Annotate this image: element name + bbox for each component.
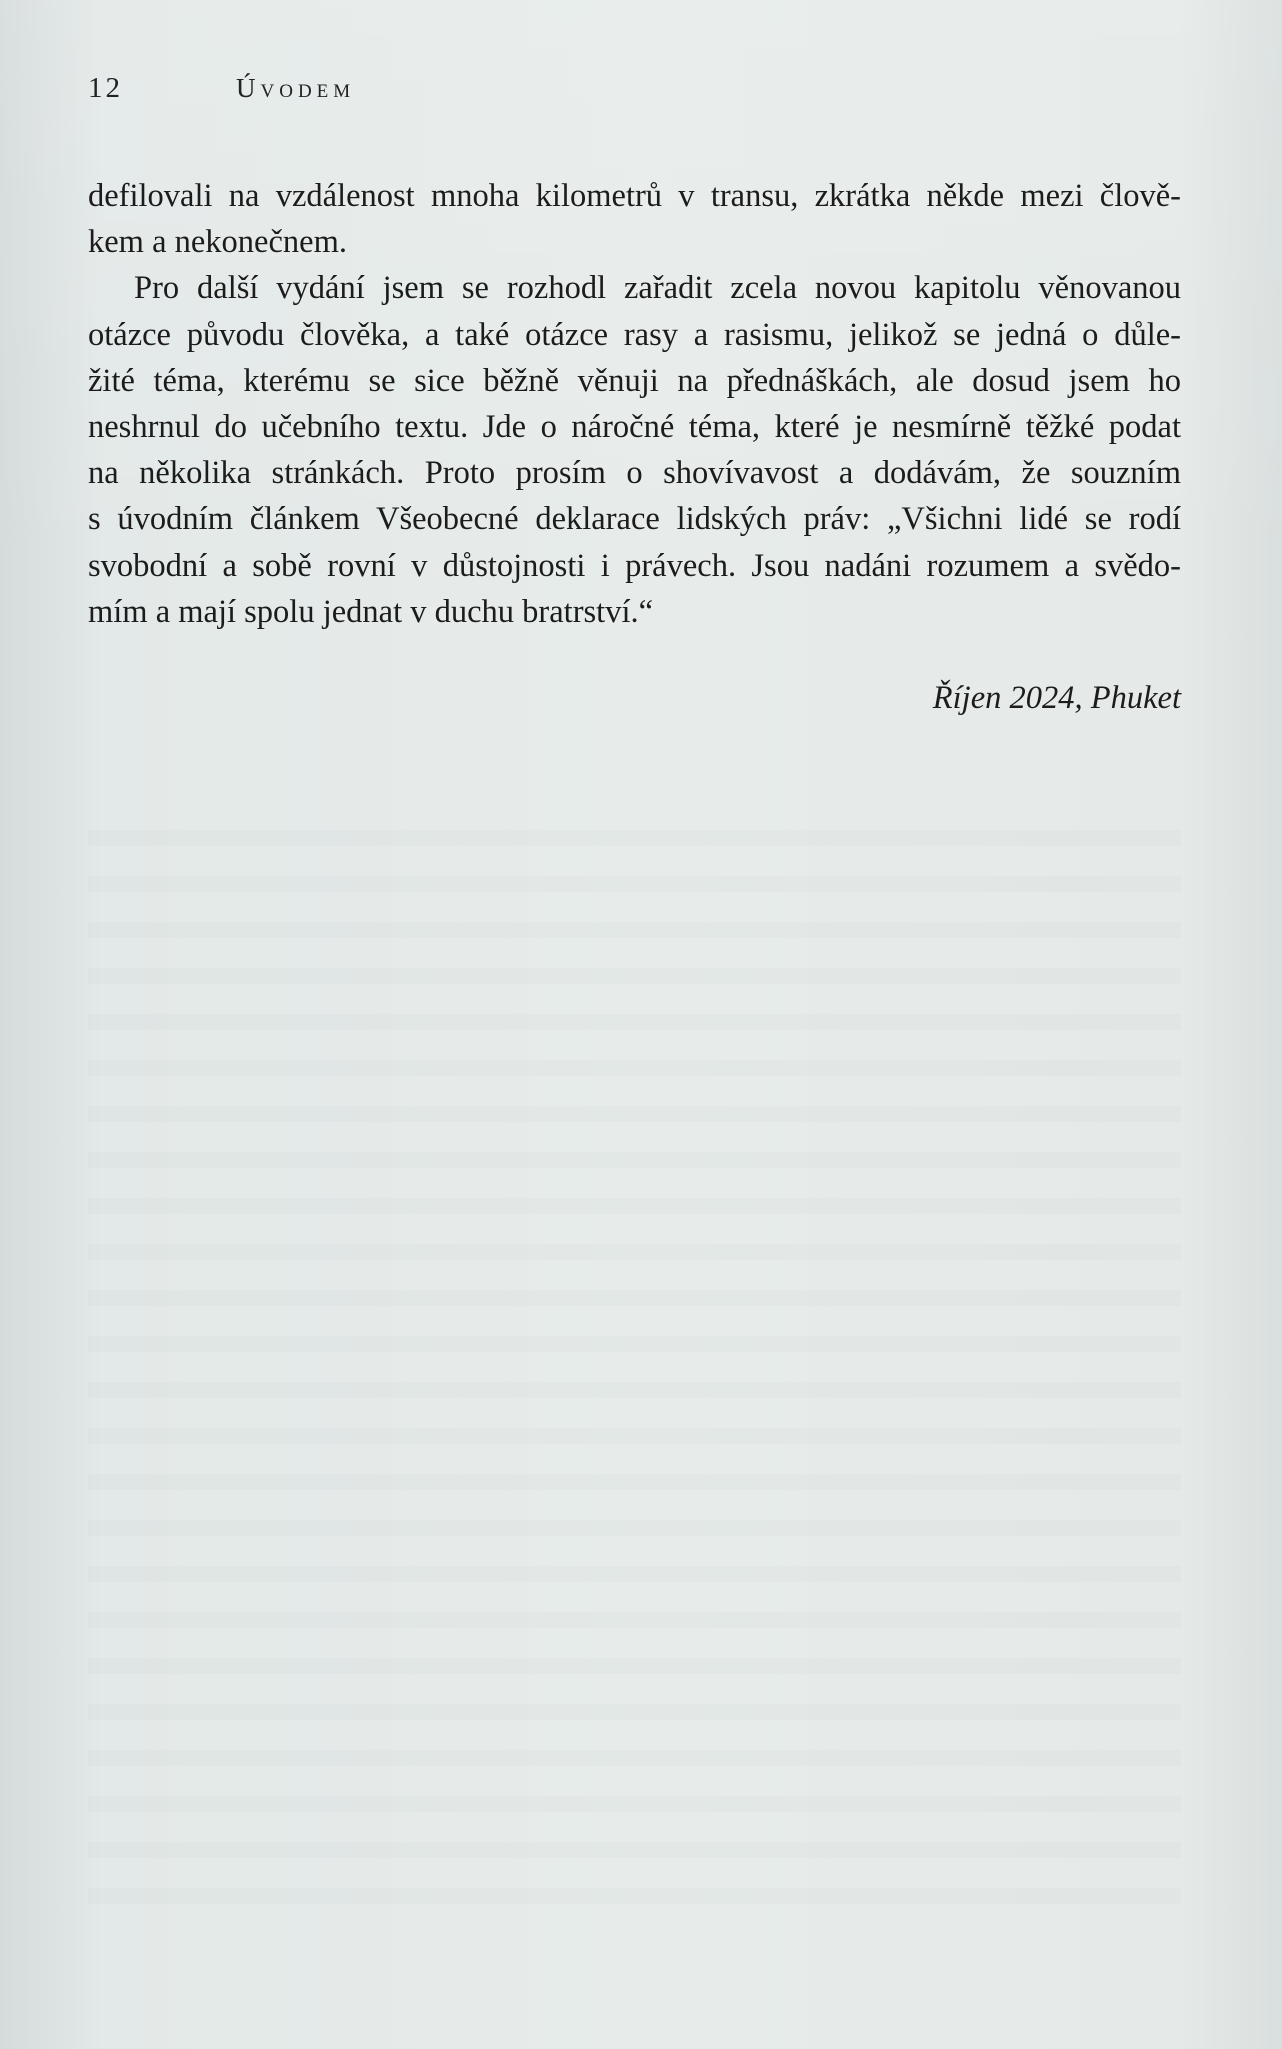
paragraph-new-chapter-note bbox=[88, 265, 1181, 635]
page-number: 12 bbox=[88, 72, 123, 104]
text-line: Pro další vydání jsem se rozhodl zařadit zcela novou kapitolu věnovanou bbox=[134, 270, 1181, 307]
body-text bbox=[88, 173, 1181, 635]
section-title: Úvodem bbox=[236, 73, 356, 103]
running-head bbox=[88, 72, 355, 112]
date-place-signature: Říjen 2024, Phuket bbox=[932, 680, 1181, 716]
text-line: neshrnul do učebního textu. Jde o náročné téma, které je nesmírně těžké podat bbox=[88, 409, 1181, 446]
text-line: otázce původu člověka, a také otázce rasy a rasismu, jelikož se jedná o důle- bbox=[88, 316, 1181, 353]
show-through-texture bbox=[88, 800, 1181, 1930]
text-line: mím a mají spolu jednat v duchu bratrství.“ bbox=[88, 593, 654, 630]
paragraph-continuation bbox=[88, 173, 1181, 265]
text-line: svobodní a sobě rovní v důstojnosti i právech. Jsou nadáni rozumem a svědo- bbox=[88, 547, 1181, 584]
text-line: na několika stránkách. Proto prosím o shovívavost a dodávám, že souzním bbox=[88, 455, 1181, 492]
text-line: kem a nekonečnem. bbox=[88, 224, 347, 261]
text-line: žité téma, kterému se sice běžně věnuji na přednáškách, ale dosud jsem ho bbox=[88, 362, 1181, 399]
text-line: defilovali na vzdálenost mnoha kilometrů v transu, zkrátka někde mezi člově- bbox=[88, 178, 1181, 214]
text-line: s úvodním článkem Všeobecné deklarace lidských práv: „Všichni lidé se rodí bbox=[88, 501, 1181, 538]
